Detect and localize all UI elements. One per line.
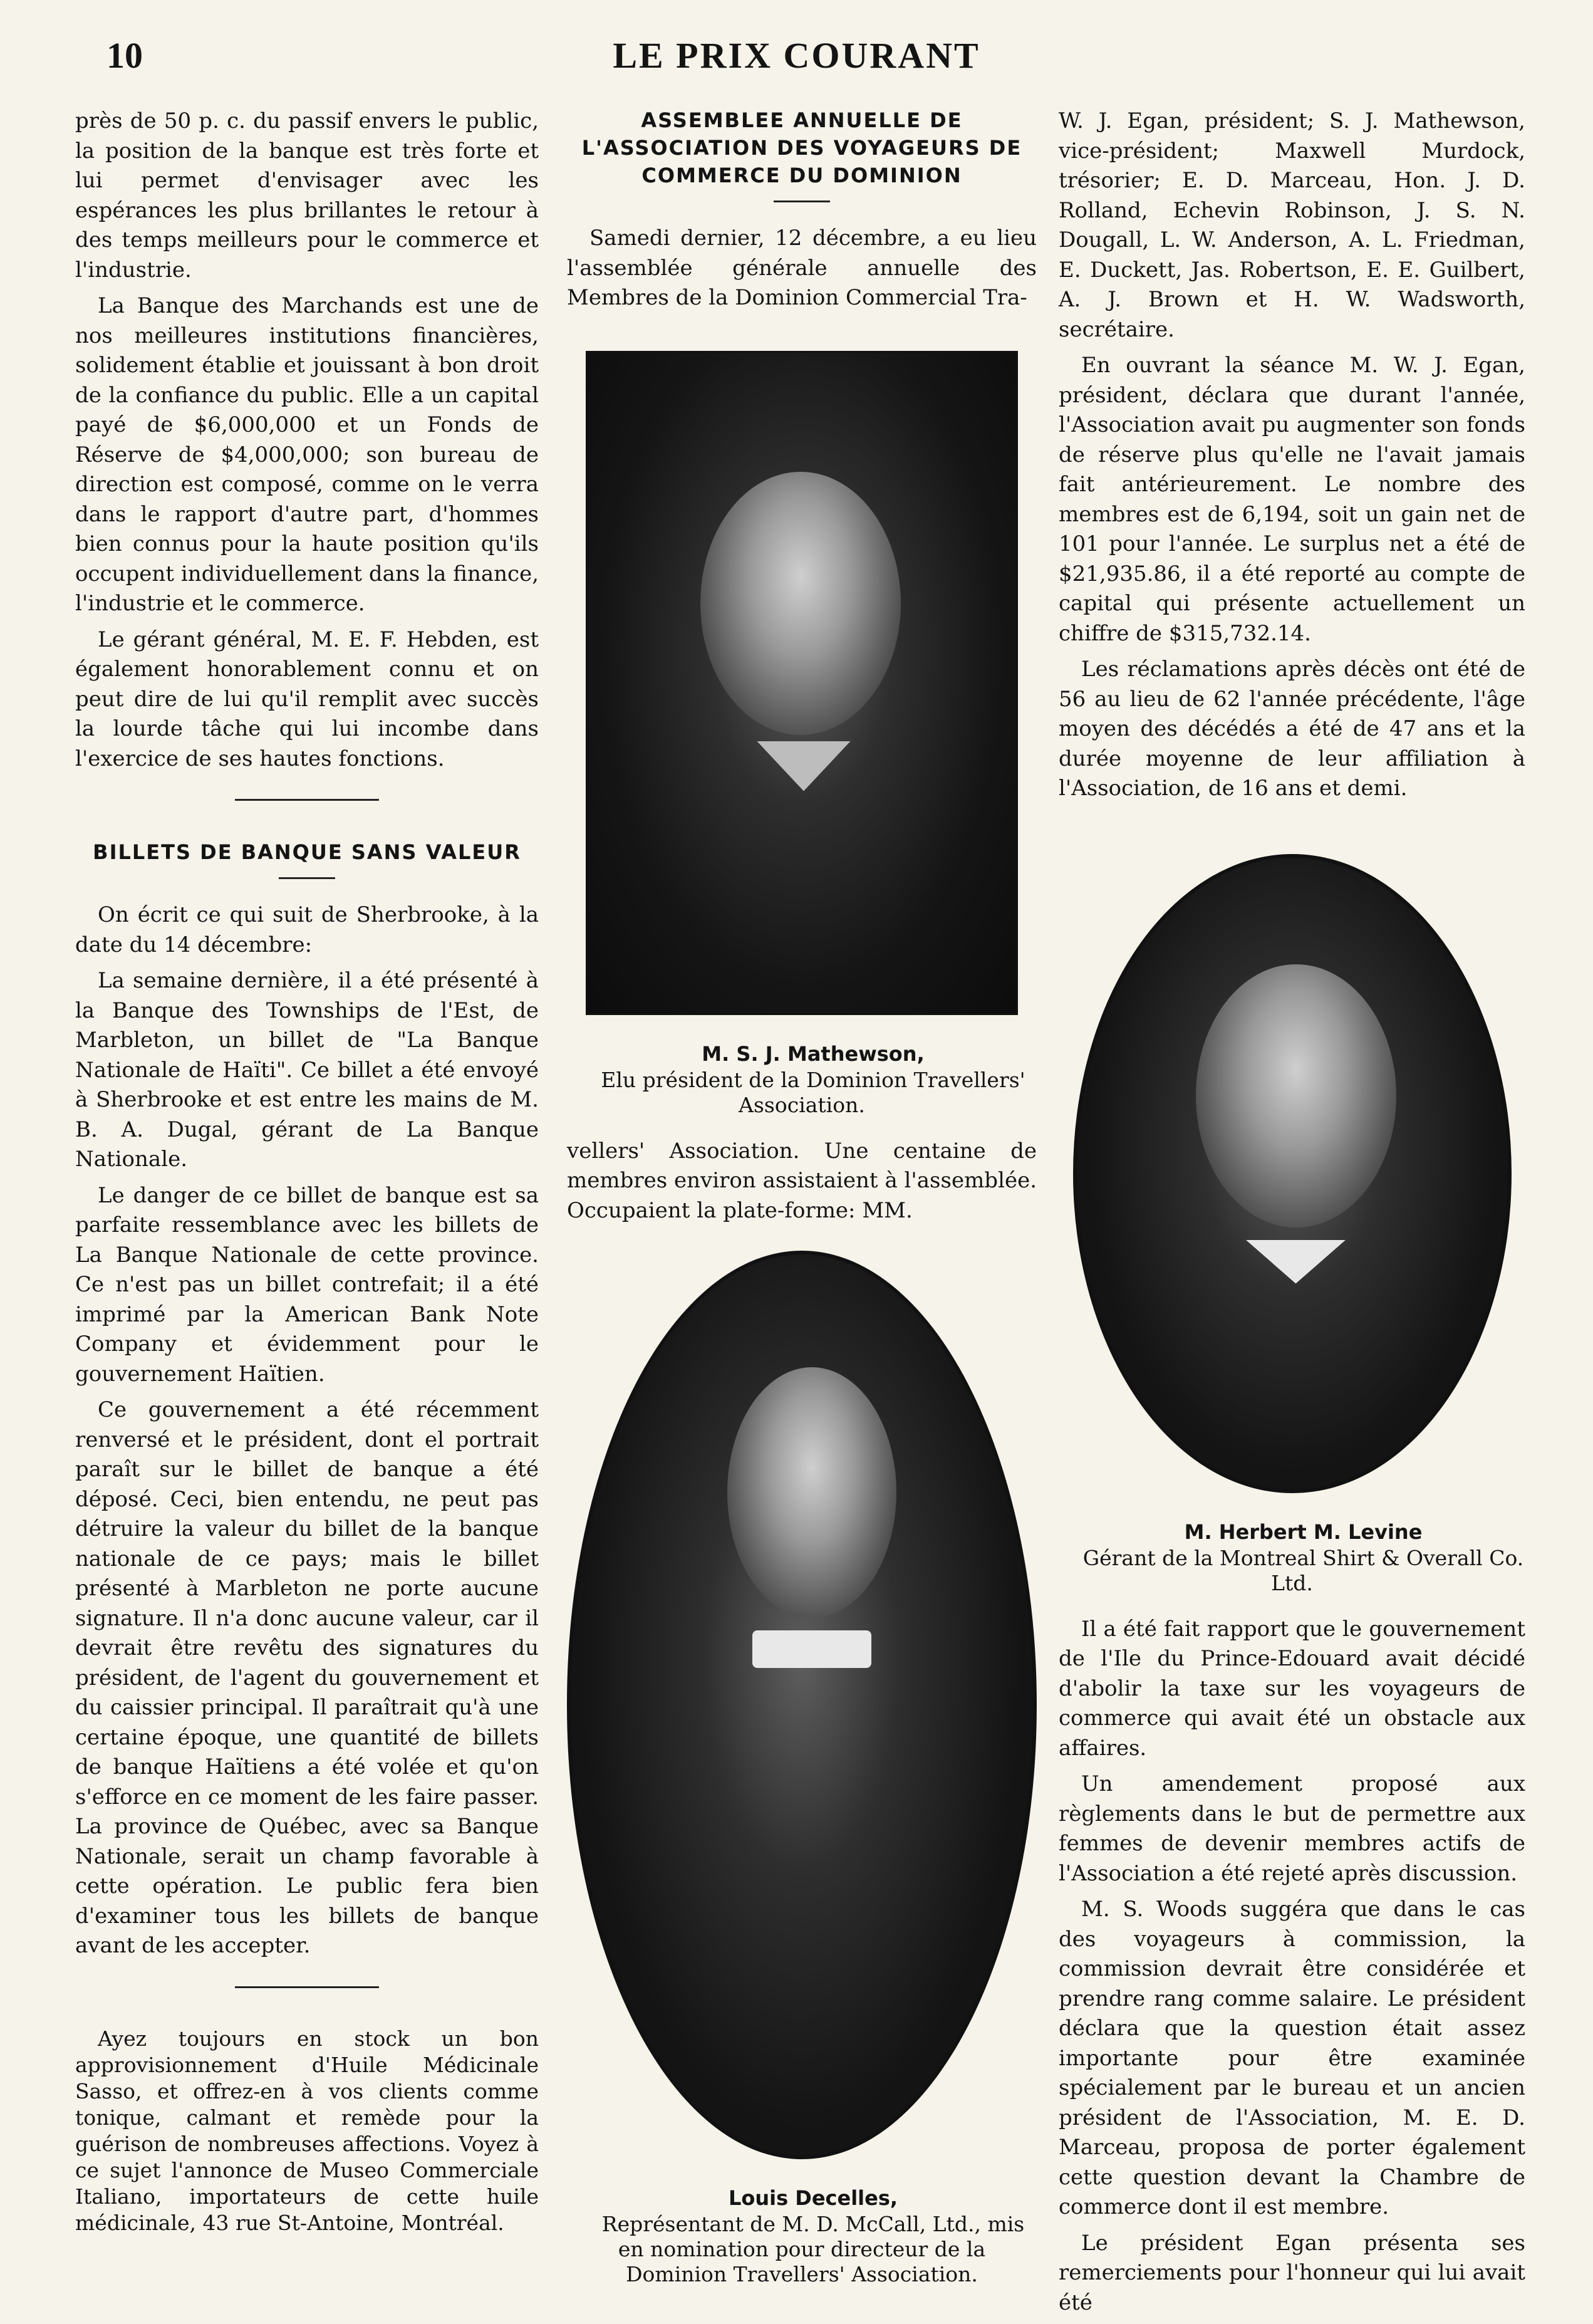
- article-paragraph: Le président Egan présenta ses remerciements pour l'honneur qui lui avait été: [1059, 2230, 1525, 2315]
- portrait-photo-levine: [1073, 854, 1512, 1493]
- right-column: [1059, 107, 1525, 2324]
- page-number: 10: [106, 35, 143, 76]
- left-column: [75, 107, 539, 2243]
- advertisement-notice: Ayez toujours en stock un bon approvisionnement d'Huile Médicinale Sasso, et offrez-en à vos clients comme tonique, calmant et remède pour la guérison de nombreuses affections. Voyez à ce sujet l'annonce de Museo Commerciale Italiano, importateurs de cette huile médicinale, 43 rue St-Antoine, Montréal.: [75, 2026, 539, 2235]
- portrait-collar: [1246, 1240, 1346, 1284]
- portrait-collar: [757, 741, 851, 791]
- article-paragraph: près de 50 p. c. du passif envers le public, la position de la banque est très forte et lui permet d'envisager avec les espérances les plus brillantes le retour à des temps meilleurs pour le commerce et l'industrie.: [75, 108, 539, 283]
- portrait-collar: [752, 1630, 871, 1668]
- portrait-face: [1196, 964, 1396, 1227]
- photo-caption-name: M. S. J. Mathewson,: [702, 1041, 925, 1066]
- article-paragraph: Ce gouvernement a été récemment renversé et le président, dont el portrait paraît sur le billet de banque a été déposé. Ceci, bien entendu, ne peut pas détruire la valeur du billet de la banque nationale de ce pays; mais le billet présenté à Marbleton ne porte aucune signature. Il n'a donc aucune valeur, car il devrait être revêtu des signatures du président, de l'agent du gouvernement et du caissier principal. Il paraîtrait qu'à une certaine époque, une quantité de billets de banque Haïtiens a été volée et qu'on s'efforce en ce moment de les faire passer. La province de Québec, avec sa Banque Nationale, serait un champ favorable à cette opération. Le public fera bien d'examiner tous les billets de banque avant de les accepter.: [75, 1397, 539, 1958]
- portrait-face: [727, 1367, 896, 1618]
- article-paragraph: Le danger de ce billet de banque est sa parfaite ressemblance avec les billets de La Banque Nationale de cette province. Ce n'est pas un billet contrefait; il a été imprimé par la American Bank Note Company et évidemment pour le gouvernement Haïtien.: [75, 1182, 539, 1387]
- article-paragraph: M. S. Woods suggéra que dans le cas des voyageurs à commission, la commission devrait être considérée et prendre rang comme salaire. Le président déclara que la question était assez importante pour être examinée spécialement par le bureau et un ancien président de l'Association, M. E. D. Marceau, proposa de porter également cette question devant la Chambre de commerce dont il est membre.: [1059, 1897, 1525, 2219]
- portrait-face: [700, 472, 901, 735]
- article-paragraph: Les réclamations après décès ont été de 56 au lieu de 62 l'année précédente, l'âge moyen des décédés a été de 47 ans et la durée moyenne de leur affiliation à l'Association, de 16 ans et demi.: [1059, 657, 1525, 801]
- photo-caption-text: Gérant de la Montreal Shirt & Overall Co. Ltd.: [1082, 1545, 1524, 1595]
- section-divider: [235, 1986, 379, 1988]
- middle-column: [567, 107, 1037, 2306]
- article-paragraph: La semaine dernière, il a été présenté à la Banque des Townships de l'Est, de Marbleton, un billet de "La Banque Nationale de Haïti". Ce billet a été envoyé à Sherbrooke et est entre les mains de M. B. A. Dugal, gérant de La Banque Nationale.: [75, 968, 539, 1172]
- article-paragraph: Un amendement proposé aux règlements dans le but de permettre aux femmes de devenir membres actifs de l'Association a été rejeté après discussion.: [1059, 1771, 1525, 1886]
- title-rule: [774, 201, 830, 202]
- photo-caption-name: M. Herbert M. Levine: [1184, 1519, 1423, 1544]
- page-header: [75, 25, 1518, 81]
- article-paragraph: W. J. Egan, président; S. J. Mathewson, vice-président; Maxwell Murdock, trésorier; E. D. Marceau, Hon. J. D. Rolland, Echevin Robinson, J. S. N. Dougall, L. W. Anderson, A. L. Friedman, E. Duckett, Jas. Robertson, E. E. Guilbert, A. J. Brown et H. W. Wadsworth, secrétaire.: [1059, 108, 1525, 342]
- portrait-photo-mathewson: [586, 351, 1018, 1015]
- photo-caption-name: Louis Decelles,: [728, 2186, 898, 2210]
- journal-title: LE PRIX COURANT: [613, 35, 980, 76]
- section-title: ASSEMBLEE ANNUELLE DE L'ASSOCIATION DES VOYAGEURS DE COMMERCE DU DOMINION: [581, 108, 1022, 187]
- article-paragraph: Samedi dernier, 12 décembre, a eu lieu l'assemblée générale annuelle des Membres de la Dominion Commercial Tra-: [567, 226, 1037, 310]
- article-paragraph: On écrit ce qui suit de Sherbrooke, à la date du 14 décembre:: [75, 902, 539, 957]
- article-paragraph: vellers' Association. Une centaine de membres environ assistaient à l'assemblée. Occupaient la plate-forme: MM.: [567, 1138, 1037, 1223]
- portrait-photo-decelles: [567, 1251, 1037, 2159]
- photo-caption-text: Représentant de M. D. McCall, Ltd., mis en nomination pour directeur de la Dominion Travellers' Association.: [601, 2212, 1025, 2286]
- section-title: BILLETS DE BANQUE SANS VALEUR: [93, 840, 521, 864]
- article-paragraph: La Banque des Marchands est une de nos meilleures institutions financières, solidement établie et jouissant à bon droit de la confiance du public. Elle a un capital payé de $6,000,000 et un Fonds de Réserve de $4,000,000; son bureau de direction est composé, comme on le verra dans le rapport d'autre part, d'hommes bien connus pour la haute position qu'ils occupent individuellement dans la finance, l'industrie et le commerce.: [75, 293, 539, 616]
- section-divider: [235, 799, 379, 801]
- photo-caption-text: Elu président de la Dominion Travellers' Association.: [601, 1067, 1025, 1117]
- title-rule: [279, 877, 335, 879]
- article-paragraph: En ouvrant la séance M. W. J. Egan, président, déclara que durant l'année, l'Association avait pu augmenter son fonds de réserve plus qu'elle ne l'avait jamais fait antérieurement. Le nombre des membres est de 6,194, soit un gain net de 101 pour l'année. Le surplus net a été de $21,935.86, il a été reporté au compte de capital qui présente actuellement un chiffre de $315,732.14.: [1059, 353, 1525, 646]
- article-paragraph: Le gérant général, M. E. F. Hebden, est également honorablement connu et on peut dire de lui qu'il remplit avec succès la lourde tâche qui lui incombe dans l'exercice de ses hautes fonctions.: [75, 627, 539, 771]
- article-paragraph: Il a été fait rapport que le gouvernement de l'Ile du Prince-Edouard avait décidé d'abolir la taxe sur les voyageurs de commerce qui avait été un obstacle aux affaires.: [1059, 1616, 1525, 1761]
